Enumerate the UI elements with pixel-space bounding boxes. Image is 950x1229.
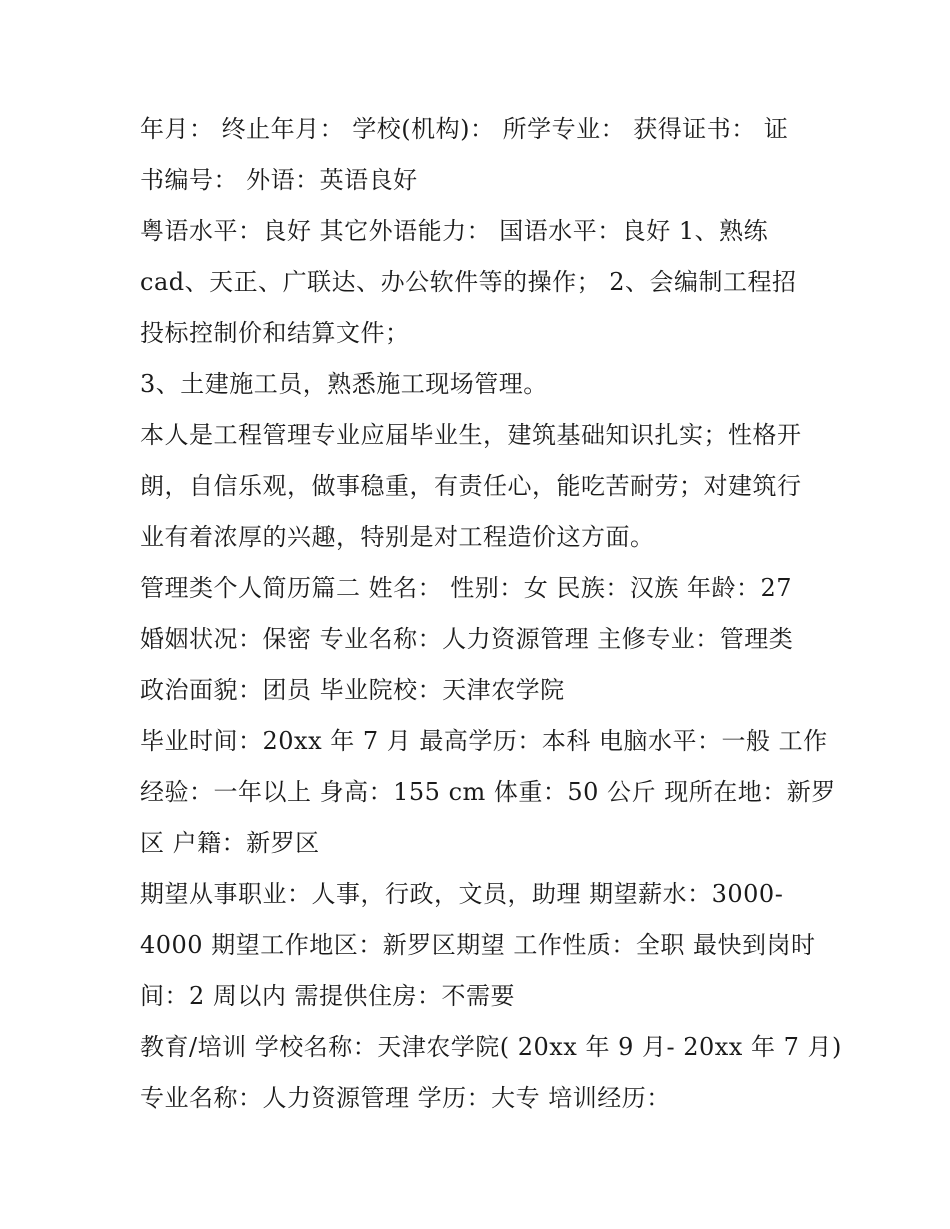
text-line: 期望从事职业：人事，行政，文员，助理 期望薪水：3000- <box>140 880 784 908</box>
text-line: 经验：一年以上 身高：155 cm 体重：50 公斤 现所在地：新罗 <box>140 778 836 806</box>
text-line: 书编号： 外语：英语良好 <box>140 166 418 194</box>
text-line: 毕业时间：20xx 年 7 月 最高学历：本科 电脑水平：一般 工作 <box>140 727 828 755</box>
text-line: 教育/培训 学校名称：天津农学院( 20xx 年 9 月- 20xx 年 7 月) <box>140 1033 842 1061</box>
text-line: 专业名称：人力资源管理 学历：大专 培训经历： <box>140 1084 671 1112</box>
text-line: cad、天正、广联达、办公软件等的操作； 2、会编制工程招 <box>140 268 797 296</box>
text-line: 区 户籍：新罗区 <box>140 829 320 857</box>
text-line: 婚姻状况：保密 专业名称：人力资源管理 主修专业：管理类 <box>140 625 794 653</box>
text-line: 业有着浓厚的兴趣，特别是对工程造价这方面。 <box>140 523 655 551</box>
text-line: 本人是工程管理专业应届毕业生，建筑基础知识扎实；性格开 <box>140 421 802 449</box>
text-line: 3、土建施工员，熟悉施工现场管理。 <box>140 370 548 398</box>
text-line: 4000 期望工作地区：新罗区期望 工作性质：全职 最快到岗时 <box>140 931 816 959</box>
text-line: 年月： 终止年月： 学校(机构)： 所学专业： 获得证书： 证 <box>140 115 789 143</box>
text-line: 管理类个人简历篇二 姓名： 性别：女 民族：汉族 年龄：27 <box>140 574 793 602</box>
text-line: 间：2 周以内 需提供住房：不需要 <box>140 982 516 1010</box>
document-body <box>140 104 842 1124</box>
text-line: 朗，自信乐观，做事稳重，有责任心，能吃苦耐劳；对建筑行 <box>140 472 802 500</box>
text-line: 投标控制价和结算文件； <box>140 319 410 347</box>
text-line: 政治面貌：团员 毕业院校：天津农学院 <box>140 676 565 704</box>
text-line: 粤语水平：良好 其它外语能力： 国语水平：良好 1、熟练 <box>140 217 769 245</box>
